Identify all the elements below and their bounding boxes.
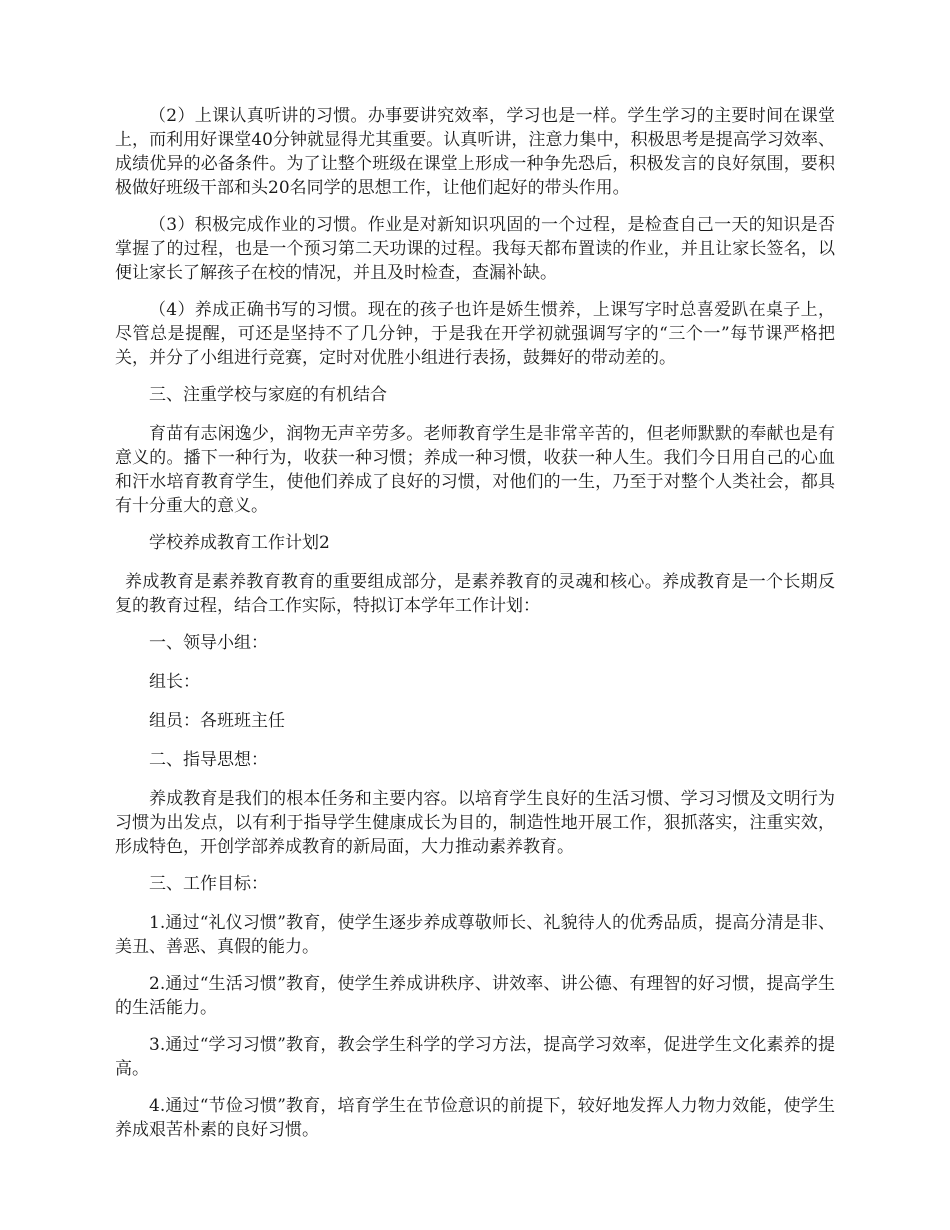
group-leader-line: 组长： [149, 672, 200, 692]
section-heading-leadership: 一、领导小组： [149, 633, 268, 653]
paragraph-guiding-ideas: 养成教育是我们的根本任务和主要内容。以培育学生良好的生活习惯、学习习惯及文明行为习惯为出发点，以有利于指导学生健康成长为目的，制造性地开展工作，狠抓落实，注重实效，形成特色，开创学部养成教育的新局面，大力推动素养教育。 [115, 789, 835, 857]
goal-item-living: 2.通过“生活习惯”教育，使学生养成讲秩序、讲效率、讲公德、有理智的好习惯，提高学生的生活能力。 [115, 974, 835, 1018]
paragraph-listening-habit: （2）上课认真听讲的习惯。办事要讲究效率，学习也是一样。学生学习的主要时间在课堂上，而利用好课堂40分钟就显得尤其重要。认真听讲，注意力集中，积极思考是提高学习效率、成绩优异的必备条件。为了让整个班级在课堂上形成一种争先恐后，积极发言的良好氛围，要积极做好班级干部和头20名同学的思想工作，让他们起好的带头作用。 [115, 106, 835, 198]
paragraph-school-family: 育苗有志闲逸少，润物无声辛劳多。老师教育学生是非常辛苦的，但老师默默的奉献也是有意义的。播下一种行为，收获一种习惯；养成一种习惯，收获一种人生。我们今日用自己的心血和汗水培育教育学生，使他们养成了良好的习惯，对他们的一生，乃至于对整个人类社会，都具有十分重大的意义。 [115, 424, 835, 516]
paragraph-writing-habit: （4）养成正确书写的习惯。现在的孩子也许是娇生惯养，上课写字时总喜爱趴在桌子上，尽管总是提醒，可还是坚持不了几分钟，于是我在开学初就强调写字的“三个一”每节课严格把关，并分了小组进行竞赛，定时对优胜小组进行表扬，鼓舞好的带动差的。 [115, 300, 835, 368]
group-members-line: 组员：各班班主任 [149, 711, 285, 731]
section-heading-guiding-ideas: 二、指导思想： [149, 750, 268, 770]
goal-item-study: 3.通过“学习习惯”教育，教会学生科学的学习方法，提高学习效率，促进学生文化素养的提高。 [115, 1035, 835, 1079]
section-heading-school-family: 三、注重学校与家庭的有机结合 [149, 385, 387, 405]
paragraph-plan-intro: 养成教育是素养教育教育的重要组成部分，是素养教育的灵魂和核心。养成教育是一个长期反复的教育过程，结合工作实际，特拟订本学年工作计划： [115, 572, 835, 616]
paragraph-homework-habit: （3）积极完成作业的习惯。作业是对新知识巩固的一个过程，是检查自己一天的知识是否掌握了的过程，也是一个预习第二天功课的过程。我每天都布置读的作业，并且让家长签名，以便让家长了解孩子在校的情况，并且及时检查，查漏补缺。 [115, 215, 835, 283]
plan-title: 学校养成教育工作计划2 [149, 533, 330, 553]
document-page [115, 104, 835, 1155]
goal-item-etiquette: 1.通过“礼仪习惯”教育，使学生逐步养成尊敬师长、礼貌待人的优秀品质，提高分清是非、美丑、善恶、真假的能力。 [115, 913, 835, 957]
section-heading-goals: 三、工作目标： [149, 874, 268, 894]
goal-item-thrift: 4.通过“节俭习惯”教育，培育学生在节俭意识的前提下，较好地发挥人力物力效能，使学生养成艰苦朴素的良好习惯。 [115, 1096, 835, 1140]
